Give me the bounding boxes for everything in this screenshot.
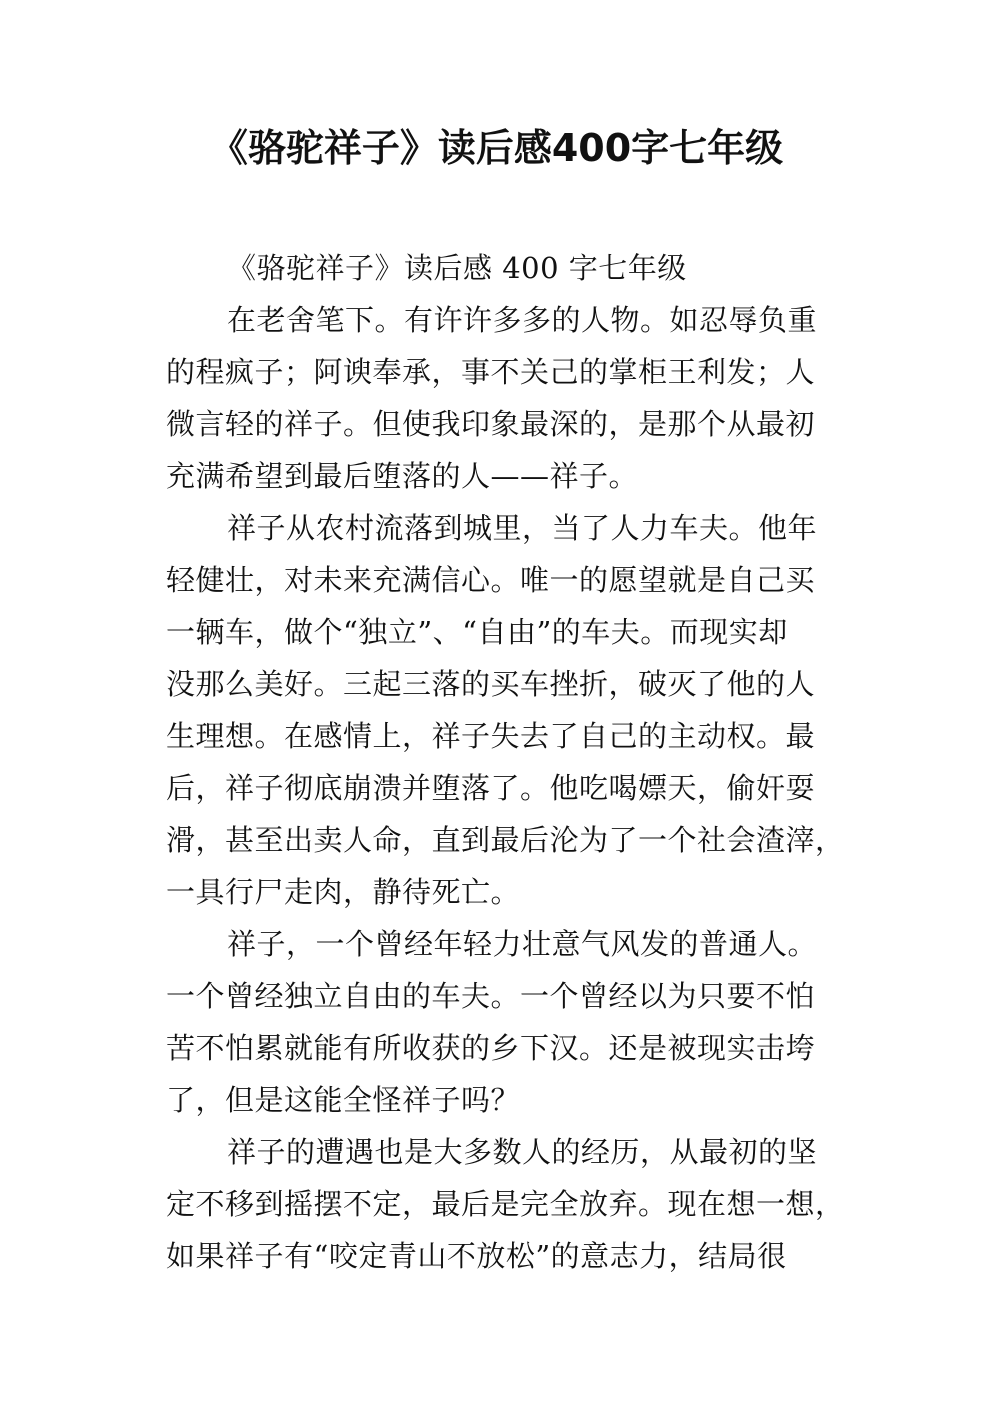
paragraph-line: 一个曾经独立自由的车夫。一个曾经以为只要不怕: [166, 979, 816, 1013]
document-subtitle: 《骆驼祥子》读后感 400 字七年级: [227, 251, 687, 285]
paragraph-line: 一具行尸走肉，静待死亡。: [166, 875, 521, 909]
paragraph-line: 没那么美好。三起三落的买车挫折，破灭了他的人: [166, 667, 816, 701]
paragraph-line: 在老舍笔下。有许许多多的人物。如忍辱负重: [227, 303, 818, 337]
paragraph-line: 定不移到摇摆不定，最后是完全放弃。现在想一想，: [166, 1187, 845, 1221]
paragraph-line: 祥子的遭遇也是大多数人的经历，从最初的坚: [227, 1135, 818, 1169]
paragraph-line: 苦不怕累就能有所收获的乡下汉。还是被现实击垮: [166, 1031, 816, 1065]
paragraph-line: 的程疯子；阿谀奉承，事不关己的掌柜王利发；人: [166, 355, 816, 389]
document-title: 《骆驼祥子》读后感400字七年级: [209, 126, 784, 170]
paragraph-line: 后，祥子彻底崩溃并堕落了。他吃喝嫖天，偷奸耍: [166, 771, 816, 805]
paragraph-line: 微言轻的祥子。但使我印象最深的，是那个从最初: [166, 407, 816, 441]
paragraph-line: 充满希望到最后堕落的人——祥子。: [166, 459, 639, 493]
paragraph-line: 如果祥子有“咬定青山不放松”的意志力，结局很: [166, 1239, 787, 1273]
paragraph-line: 祥子从农村流落到城里，当了人力车夫。他年: [227, 511, 818, 545]
paragraph-line: 滑，甚至出卖人命，直到最后沦为了一个社会渣滓，: [166, 823, 845, 857]
paragraph-line: 轻健壮，对未来充满信心。唯一的愿望就是自己买: [166, 563, 816, 597]
paragraph-line: 一辆车，做个“独立”、“自由”的车夫。而现实却: [166, 615, 788, 649]
paragraph-line: 生理想。在感情上，祥子失去了自己的主动权。最: [166, 719, 816, 753]
paragraph-line: 了，但是这能全怪祥子吗？: [166, 1083, 521, 1117]
paragraph-line: 祥子，一个曾经年轻力壮意气风发的普通人。: [227, 927, 818, 961]
